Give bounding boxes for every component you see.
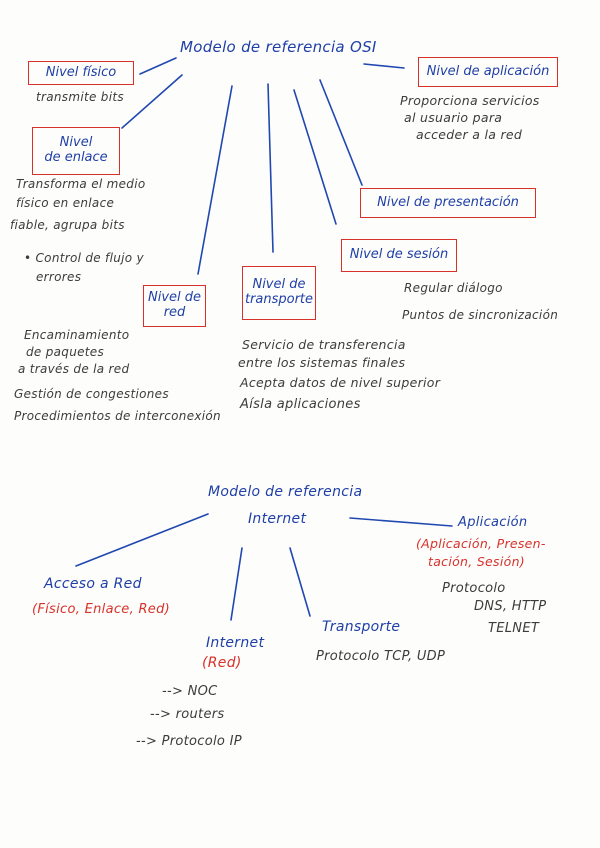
osi-aplicacion-desc-1: Proporciona servicios — [400, 93, 540, 108]
osi-enlace-desc-2: físico en enlace — [16, 196, 115, 210]
internet-aplicacion-label: Aplicación — [458, 515, 528, 530]
internet-acceso-sub: (Físico, Enlace, Red) — [32, 602, 171, 617]
connector-presentacion — [320, 80, 362, 185]
connector-transporte-tcp — [290, 548, 310, 616]
internet-layer-sub: (Red) — [202, 655, 242, 671]
internet-title-line2: Internet — [248, 511, 307, 527]
osi-transporte-desc-3: Acepta datos de nivel superior — [240, 375, 441, 390]
osi-red-desc-5: Procedimientos de interconexión — [14, 409, 221, 423]
osi-fisico-box — [28, 61, 134, 85]
osi-enlace-desc-3: fiable, agrupa bits — [10, 218, 125, 232]
connector-red — [198, 86, 232, 274]
connector-acceso — [76, 514, 208, 566]
osi-red-desc-4: Gestión de congestiones — [14, 387, 169, 401]
osi-presentacion-box — [360, 188, 536, 218]
osi-red-box: Nivel de red — [143, 285, 206, 327]
connector-transporte — [268, 84, 273, 252]
osi-enlace-box: Nivel de enlace — [32, 127, 120, 175]
osi-aplicacion-desc-3: acceder a la red — [416, 127, 523, 142]
osi-sesion-desc-1: Regular diálogo — [404, 281, 503, 295]
osi-title: Modelo de referencia OSI — [180, 38, 377, 56]
osi-transporte-desc-4: Aísla aplicaciones — [240, 397, 361, 412]
osi-aplicacion-desc-2: al usuario para — [404, 110, 503, 125]
osi-red-desc-2: de paquetes — [26, 345, 105, 359]
connector-fisico — [140, 58, 176, 74]
connector-aplicacion-tcp — [350, 518, 452, 526]
internet-acceso-label: Acceso a Red — [44, 576, 142, 592]
osi-aplicacion-box — [418, 57, 558, 87]
osi-red-desc-3: a través de la red — [18, 362, 130, 376]
osi-aplicacion-label: Nivel de aplicación — [426, 63, 550, 79]
osi-enlace-desc-1: Transforma el medio — [16, 177, 146, 191]
connector-sesion — [294, 90, 336, 224]
internet-aplicacion-sub-1: (Aplicación, Presen- — [416, 536, 546, 551]
osi-sesion-label: Nivel de sesión — [349, 247, 449, 263]
osi-enlace-bullet-2: errores — [36, 270, 82, 284]
osi-fisico-desc: transmite bits — [36, 90, 124, 104]
internet-aplicacion-sub-2: tación, Sesión) — [428, 554, 525, 569]
osi-presentacion-label: Nivel de presentación — [377, 194, 519, 210]
internet-layer-item-1: --> NOC — [162, 684, 218, 699]
internet-transporte-label: Transporte — [322, 619, 401, 635]
osi-red-desc-1: Encaminamiento — [24, 328, 130, 342]
osi-enlace-bullet-1: • Control de flujo y — [24, 251, 144, 265]
osi-transporte-desc-1: Servicio de transferencia — [242, 337, 406, 352]
internet-title-line1: Modelo de referencia — [208, 484, 363, 500]
internet-aplicacion-desc-2: DNS, HTTP — [474, 599, 547, 614]
internet-transporte-desc: Protocolo TCP, UDP — [316, 649, 446, 664]
internet-aplicacion-desc-3: TELNET — [488, 621, 540, 636]
osi-fisico-label: Nivel físico — [45, 64, 117, 80]
internet-aplicacion-desc-1: Protocolo — [442, 581, 506, 596]
connector-aplicacion — [364, 64, 404, 68]
osi-transporte-desc-2: entre los sistemas finales — [238, 355, 406, 370]
osi-transporte-box: Nivel de transporte — [242, 266, 316, 320]
connector-internet — [231, 548, 242, 620]
internet-layer-item-3: --> Protocolo IP — [136, 734, 242, 749]
osi-sesion-box — [341, 239, 457, 272]
internet-layer-item-2: --> routers — [150, 707, 225, 722]
osi-sesion-desc-2: Puntos de sincronización — [402, 308, 559, 322]
internet-layer-label: Internet — [206, 635, 265, 651]
